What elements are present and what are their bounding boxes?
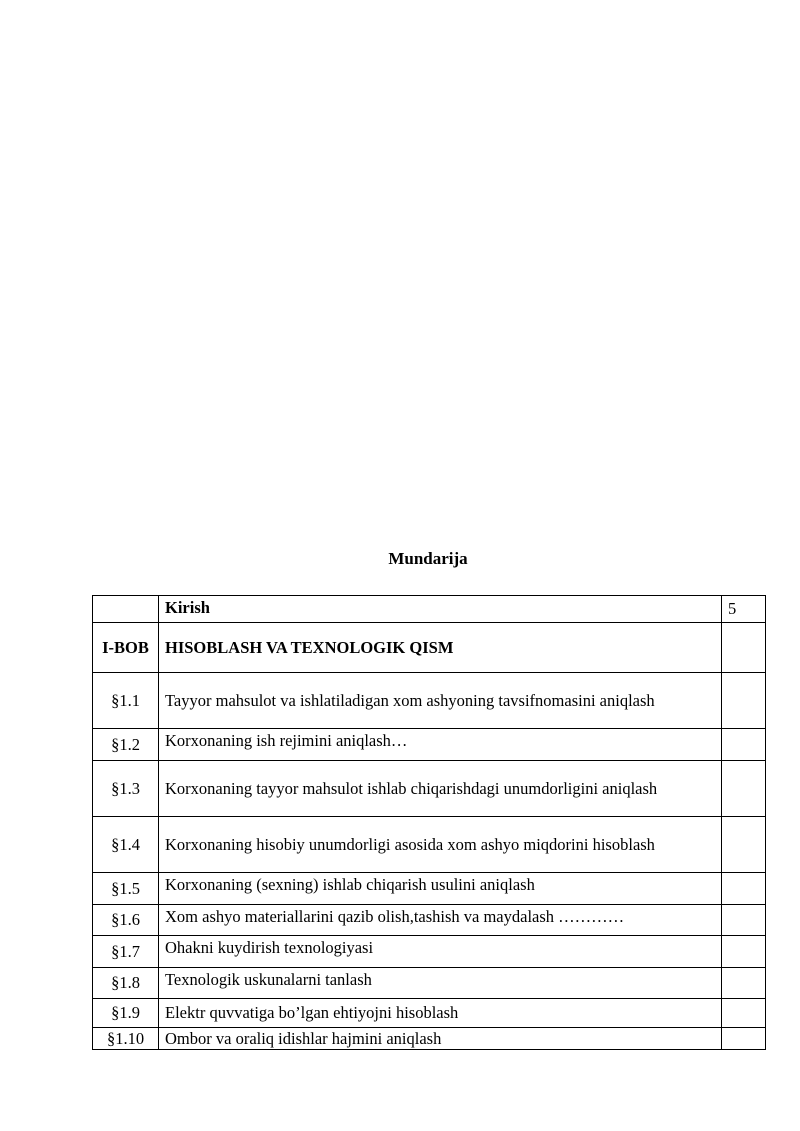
section-title: Korxonaning hisobiy unumdorligi asosida xom ashyo miqdorini hisoblash <box>159 817 722 873</box>
toc-row <box>93 905 766 936</box>
page-number <box>722 999 766 1028</box>
toc-row <box>93 936 766 968</box>
toc-row-intro <box>93 596 766 623</box>
page-number <box>722 1028 766 1050</box>
section-number: §1.1 <box>93 673 159 729</box>
page-number <box>722 873 766 905</box>
section-title: Korxonaning tayyor mahsulot ishlab chiqarishdagi unumdorligini aniqlash <box>159 761 722 817</box>
section-number: §1.10 <box>93 1028 159 1050</box>
section-title: Xom ashyo materiallarini qazib olish,tashish va maydalash ………… <box>159 905 722 936</box>
section-number: §1.6 <box>93 905 159 936</box>
page-number <box>722 968 766 999</box>
toc-row <box>93 999 766 1028</box>
section-title: Ohakni kuydirish texnologiyasi <box>159 936 722 968</box>
page-number <box>722 623 766 673</box>
section-number: §1.7 <box>93 936 159 968</box>
section-number <box>93 596 159 623</box>
section-number: §1.4 <box>93 817 159 873</box>
page-number <box>722 817 766 873</box>
section-number: §1.9 <box>93 999 159 1028</box>
section-title: Kirish <box>159 596 722 623</box>
section-number: §1.3 <box>93 761 159 817</box>
page-number <box>722 673 766 729</box>
toc-row-chapter <box>93 623 766 673</box>
page-number: 5 <box>722 596 766 623</box>
toc-row <box>93 729 766 761</box>
toc-row <box>93 673 766 729</box>
section-number: §1.8 <box>93 968 159 999</box>
toc-row <box>93 968 766 999</box>
section-number: §1.2 <box>93 729 159 761</box>
document-title: Mundarija <box>388 549 468 568</box>
section-title: Tayyor mahsulot va ishlatiladigan xom ashyoning tavsifnomasini aniqlash <box>159 673 722 729</box>
page-number <box>722 936 766 968</box>
page-number <box>722 905 766 936</box>
section-title: Korxonaning ish rejimini aniqlash… <box>159 729 722 761</box>
section-title: Texnologik uskunalarni tanlash <box>159 968 722 999</box>
page-number <box>722 729 766 761</box>
section-title: Elektr quvvatiga bo’lgan ehtiyojni hisoblash <box>159 999 722 1028</box>
chapter-number: I-BOB <box>93 623 159 673</box>
toc-row <box>93 873 766 905</box>
table-of-contents <box>92 595 766 1050</box>
toc-row <box>93 1028 766 1050</box>
toc-row <box>93 761 766 817</box>
page-number <box>722 761 766 817</box>
section-title: Korxonaning (sexning) ishlab chiqarish usulini aniqlash <box>159 873 722 905</box>
section-number: §1.5 <box>93 873 159 905</box>
chapter-title: HISOBLASH VA TEXNOLOGIK QISM <box>159 623 722 673</box>
section-title: Ombor va oraliq idishlar hajmini aniqlash <box>159 1028 722 1050</box>
toc-row <box>93 817 766 873</box>
